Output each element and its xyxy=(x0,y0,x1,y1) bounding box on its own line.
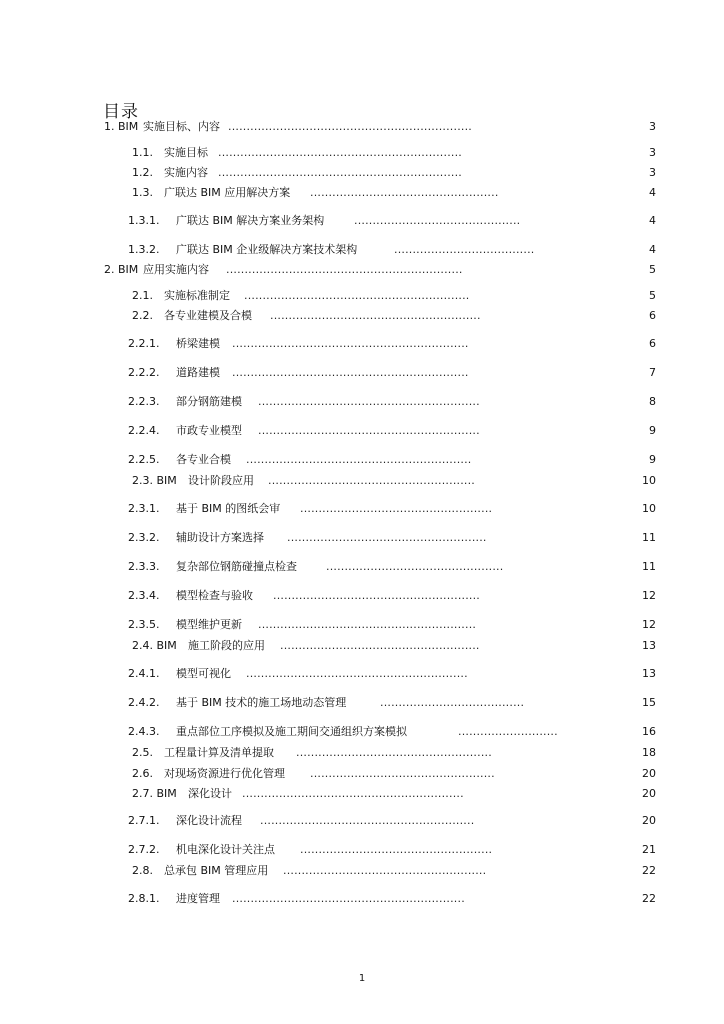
toc-entry-label: 进度管理 xyxy=(176,892,220,905)
toc-entry-page: 20 xyxy=(642,767,656,780)
toc-entry[interactable] xyxy=(0,240,724,260)
toc-entry-page: 6 xyxy=(649,309,656,322)
toc-dot-leader: ........................................................ xyxy=(268,474,476,487)
toc-entry-page: 4 xyxy=(649,214,656,227)
toc-entry-label: 实施目标 xyxy=(164,146,208,159)
toc-entry-page: 20 xyxy=(642,814,656,827)
toc-entry[interactable] xyxy=(0,615,724,635)
toc-entry-label: 模型维护更新 xyxy=(176,618,242,631)
toc-dot-leader: ..................................................... xyxy=(296,746,492,759)
toc-dot-leader: .......................................................... xyxy=(260,814,475,827)
toc-entry-number: 2.7. BIM xyxy=(132,787,177,800)
toc-dot-leader: ......................................................... xyxy=(270,309,481,322)
toc-entry[interactable] xyxy=(0,392,724,412)
toc-entry-label: 工程量计算及清单提取 xyxy=(164,746,274,759)
toc-entry-label: 道路建模 xyxy=(176,366,220,379)
toc-dot-leader: .................................................................. xyxy=(228,120,472,133)
toc-entry-page: 13 xyxy=(642,667,656,680)
toc-entry-number: 1.3.2. xyxy=(128,243,160,256)
toc-entry[interactable] xyxy=(0,722,724,742)
toc-entry-number: 2.4. BIM xyxy=(132,639,177,652)
toc-entry-number: 2.3.1. xyxy=(128,502,160,515)
toc-entry-page: 18 xyxy=(642,746,656,759)
toc-dot-leader: ................................................................ xyxy=(226,263,463,276)
toc-entry[interactable] xyxy=(0,286,724,306)
toc-entry-number: 1.1. xyxy=(132,146,153,159)
toc-dot-leader: ............................................................. xyxy=(244,289,470,302)
toc-entry[interactable] xyxy=(0,471,724,491)
toc-entry-number: 1.3. xyxy=(132,186,153,199)
toc-entry[interactable] xyxy=(0,260,724,280)
toc-entry-page: 22 xyxy=(642,892,656,905)
toc-entry-label: 设计阶段应用 xyxy=(188,474,254,487)
toc-entry-number: 2.7.1. xyxy=(128,814,160,827)
toc-entry-page: 16 xyxy=(642,725,656,738)
toc-entry-label: 各专业合模 xyxy=(176,453,231,466)
toc-entry-page: 12 xyxy=(642,618,656,631)
toc-entry-page: 11 xyxy=(642,560,656,573)
toc-entry-number: 2.3.4. xyxy=(128,589,160,602)
toc-dot-leader: ........................... xyxy=(458,725,558,738)
toc-entry-page: 20 xyxy=(642,787,656,800)
toc-entry-page: 3 xyxy=(649,120,656,133)
toc-entry-label: 桥梁建模 xyxy=(176,337,220,350)
toc-entry[interactable] xyxy=(0,143,724,163)
toc-entry[interactable] xyxy=(0,363,724,383)
toc-dot-leader: ............................................................ xyxy=(246,667,468,680)
toc-entry[interactable] xyxy=(0,499,724,519)
page-number: 1 xyxy=(358,973,366,984)
toc-entry[interactable] xyxy=(0,861,724,881)
toc-entry-page: 9 xyxy=(649,424,656,437)
toc-entry-label: 实施目标、内容 xyxy=(143,120,220,133)
toc-entry-number: 2.4.1. xyxy=(128,667,160,680)
toc-entry-page: 22 xyxy=(642,864,656,877)
toc-entry[interactable] xyxy=(0,557,724,577)
toc-entry-page: 12 xyxy=(642,589,656,602)
toc-dot-leader: ................................................................ xyxy=(232,337,469,350)
toc-entry[interactable] xyxy=(0,163,724,183)
toc-title: 目录 xyxy=(103,102,139,122)
toc-dot-leader: ....................................................... xyxy=(283,864,487,877)
toc-dot-leader: ...................................................... xyxy=(287,531,487,544)
toc-entry-label: 实施内容 xyxy=(164,166,208,179)
toc-entry[interactable] xyxy=(0,743,724,763)
toc-entry-number: 1.3.1. xyxy=(128,214,160,227)
toc-entry-number: 2.2.1. xyxy=(128,337,160,350)
toc-entry[interactable] xyxy=(0,636,724,656)
toc-entry[interactable] xyxy=(0,334,724,354)
toc-dot-leader: ............................................................ xyxy=(258,395,480,408)
toc-entry-page: 4 xyxy=(649,243,656,256)
toc-entry-page: 15 xyxy=(642,696,656,709)
toc-dot-leader: .................................................. xyxy=(310,767,495,780)
toc-dot-leader: ................................................ xyxy=(326,560,504,573)
toc-entry[interactable] xyxy=(0,693,724,713)
toc-entry-number: 2.8.1. xyxy=(128,892,160,905)
toc-entry[interactable] xyxy=(0,840,724,860)
toc-entry-number: 2.8. xyxy=(132,864,153,877)
toc-entry-number: 1. BIM xyxy=(104,120,139,133)
toc-entry-label: 市政专业模型 xyxy=(176,424,242,437)
toc-entry[interactable] xyxy=(0,306,724,326)
toc-entry[interactable] xyxy=(0,764,724,784)
toc-entry-page: 10 xyxy=(642,502,656,515)
toc-entry[interactable] xyxy=(0,211,724,231)
toc-entry-number: 1.2. xyxy=(132,166,153,179)
toc-entry-page: 5 xyxy=(649,263,656,276)
toc-entry-label: 模型检查与验收 xyxy=(176,589,253,602)
toc-dot-leader: .................................................................. xyxy=(218,146,462,159)
toc-entry[interactable] xyxy=(0,889,724,909)
toc-entry-label: 模型可视化 xyxy=(176,667,231,680)
toc-entry[interactable] xyxy=(0,450,724,470)
toc-entry-page: 5 xyxy=(649,289,656,302)
toc-entry-number: 2.2. xyxy=(132,309,153,322)
toc-dot-leader: .................................................... xyxy=(300,843,493,856)
toc-entry[interactable] xyxy=(0,664,724,684)
toc-entry-number: 2.2.4. xyxy=(128,424,160,437)
toc-entry[interactable] xyxy=(0,528,724,548)
toc-dot-leader: ...................................... xyxy=(394,243,535,256)
toc-dot-leader: ............................................................ xyxy=(258,424,480,437)
toc-entry-number: 2.1. xyxy=(132,289,153,302)
toc-dot-leader: ............................................................... xyxy=(232,892,465,905)
toc-dot-leader: .................................................... xyxy=(300,502,493,515)
toc-entry-label: 辅助设计方案选择 xyxy=(176,531,264,544)
toc-entry-label: 复杂部位钢筋碰撞点检查 xyxy=(176,560,297,573)
toc-entry[interactable] xyxy=(0,183,724,203)
toc-entry-number: 2.7.2. xyxy=(128,843,160,856)
toc-entry-page: 7 xyxy=(649,366,656,379)
toc-entry-number: 2. BIM xyxy=(104,263,139,276)
toc-dot-leader: ........................................................... xyxy=(258,618,477,631)
toc-entry[interactable] xyxy=(0,117,724,137)
toc-entry-number: 2.5. xyxy=(132,746,153,759)
toc-entry-label: 实施标准制定 xyxy=(164,289,230,302)
toc-entry-page: 11 xyxy=(642,531,656,544)
toc-dot-leader: .................................................................. xyxy=(218,166,462,179)
toc-entry-number: 2.2.5. xyxy=(128,453,160,466)
toc-entry-label: 对现场资源进行优化管理 xyxy=(164,767,285,780)
toc-entry-page: 4 xyxy=(649,186,656,199)
toc-dot-leader: ............................................. xyxy=(354,214,521,227)
toc-entry-page: 10 xyxy=(642,474,656,487)
toc-dot-leader: ............................................................ xyxy=(242,787,464,800)
toc-entry-number: 2.3.3. xyxy=(128,560,160,573)
toc-entry-label: 机电深化设计关注点 xyxy=(176,843,275,856)
toc-entry-page: 3 xyxy=(649,146,656,159)
toc-entry-label: 基于 BIM 的图纸会审 xyxy=(176,502,281,515)
toc-dot-leader: ...................................................... xyxy=(280,639,480,652)
toc-entry-page: 3 xyxy=(649,166,656,179)
toc-entry-number: 2.2.3. xyxy=(128,395,160,408)
toc-entry-number: 2.2.2. xyxy=(128,366,160,379)
toc-dot-leader: ............................................................. xyxy=(246,453,472,466)
toc-dot-leader: ....................................... xyxy=(380,696,525,709)
toc-dot-leader: ................................................... xyxy=(310,186,499,199)
toc-entry[interactable] xyxy=(0,784,724,804)
toc-entry-label: 应用实施内容 xyxy=(143,263,209,276)
toc-entry-number: 2.3. BIM xyxy=(132,474,177,487)
toc-entry-label: 基于 BIM 技术的施工场地动态管理 xyxy=(176,696,347,709)
toc-entry-number: 2.6. xyxy=(132,767,153,780)
toc-entry-number: 2.4.3. xyxy=(128,725,160,738)
toc-dot-leader: ........................................................ xyxy=(273,589,481,602)
toc-entry-number: 2.3.5. xyxy=(128,618,160,631)
toc-entry-label: 广联达 BIM 应用解决方案 xyxy=(164,186,291,199)
toc-entry[interactable] xyxy=(0,586,724,606)
toc-entry-label: 广联达 BIM 解决方案业务架构 xyxy=(176,214,325,227)
toc-entry-page: 8 xyxy=(649,395,656,408)
toc-entry-number: 2.4.2. xyxy=(128,696,160,709)
toc-entry-page: 6 xyxy=(649,337,656,350)
toc-entry-label: 总承包 BIM 管理应用 xyxy=(164,864,269,877)
toc-entry-label: 各专业建模及合模 xyxy=(164,309,252,322)
toc-entry-label: 深化设计流程 xyxy=(176,814,242,827)
toc-entry-number: 2.3.2. xyxy=(128,531,160,544)
toc-dot-leader: ................................................................ xyxy=(232,366,469,379)
toc-entry-label: 施工阶段的应用 xyxy=(188,639,265,652)
toc-entry-page: 21 xyxy=(642,843,656,856)
toc-entry-label: 重点部位工序模拟及施工期间交通组织方案模拟 xyxy=(176,725,407,738)
toc-entry-label: 深化设计 xyxy=(188,787,232,800)
toc-entry[interactable] xyxy=(0,421,724,441)
toc-entry-page: 13 xyxy=(642,639,656,652)
toc-entry-label: 广联达 BIM 企业级解决方案技术架构 xyxy=(176,243,358,256)
toc-entry-page: 9 xyxy=(649,453,656,466)
toc-entry-label: 部分钢筋建模 xyxy=(176,395,242,408)
toc-entry[interactable] xyxy=(0,811,724,831)
